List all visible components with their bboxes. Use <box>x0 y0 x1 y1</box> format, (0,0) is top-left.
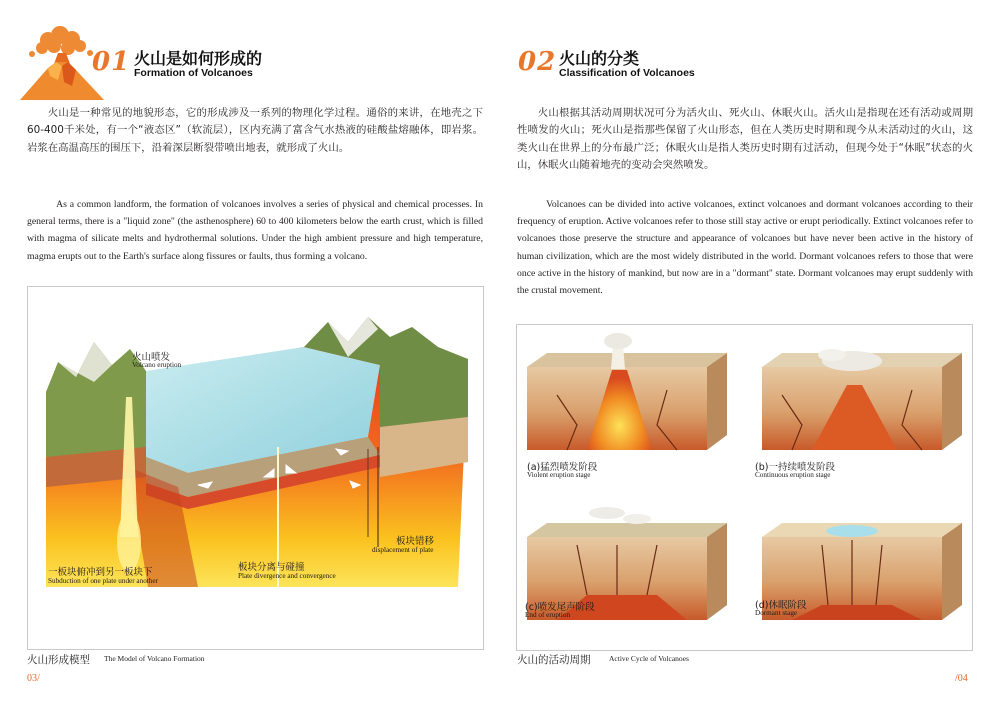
stage-d-label-en: Dormant stage <box>755 609 798 617</box>
label-subduction-en: Subduction of one plate under another <box>48 577 158 585</box>
section-title-cn-2: 火山的分类 <box>559 49 640 68</box>
stage-c-label-en: End of eruption <box>525 611 571 619</box>
figure-caption-cn: 火山形成模型 <box>27 654 90 666</box>
intro-paragraph-cn: 火山是一种常见的地貌形态，它的形成涉及一系列的物理化学过程。通俗的来讲，在地壳之下60-400千米处，有一个“液态区”（软流层），区内充满了富含气水热液的硅酸盐熔融体，即岩浆。岩浆在高温高压的围压下，沿着深层断裂带喷出地表，就形成了火山。 <box>27 107 483 154</box>
stage-c-label-cn: (c)喷发尾声阶段 <box>525 602 595 613</box>
figure-caption-cn-2: 火山的活动周期 <box>517 654 591 666</box>
page-number-right: /04 <box>955 673 968 684</box>
stage-a-label-en: Violent eruption stage <box>527 471 591 479</box>
section-title-cn: 火山是如何形成的 <box>134 49 263 68</box>
label-divergence-cn: 板块分离与碰撞 <box>238 562 305 573</box>
label-displacement-cn: 板块错移 <box>396 536 435 547</box>
figure-caption-en-2: Active Cycle of Volcanoes <box>609 654 689 663</box>
section-number: 01 <box>92 47 131 77</box>
section-title-en-2: Classification of Volcanoes <box>559 67 695 79</box>
label-divergence-en: Plate divergence and convergence <box>238 572 336 580</box>
figure-caption-en: The Model of Volcano Formation <box>104 654 205 663</box>
volcano-formation-figure <box>27 286 484 650</box>
section-number-2: 02 <box>518 47 557 77</box>
section-title-en: Formation of Volcanoes <box>134 67 253 79</box>
classification-paragraph-en: Volcanoes can be divided into active volcanoes, extinct volcanoes and dormant volcanoes according to their frequency of eruption. Active volcanoes refer to those still stay active or erupt periodically. Extinct volcanoes refer to volcanoes those preserve the structure and appearance of volcanoes but have never been active in the history of human civilization, which are the most widely distributed in the world. Dormant volcanoes refers to those that were once active in the history of mankind, but now are in a "dormant" state. Dormant volcanoes may erupt suddenly with the crustal movement. <box>517 199 973 297</box>
intro-paragraph-en: As a common landform, the formation of volcanoes involves a series of physical and chemical processes. In general terms, there is a "liquid zone" (the asthenosphere) 60 to 400 kilometers below the earth crust, which is filled with magma of silicate melts and hydrothermal solutions. Under the high ambient pressure and high temperature, magma erupts out to the Earth's surface along fissures or faults, thus forming a volcano. <box>27 199 483 262</box>
volcano-cycle-figure <box>516 324 973 651</box>
classification-paragraph-cn: 火山根据其活动周期状况可分为活火山、死火山、休眠火山。活火山是指现在还有活动或周期性喷发的火山；死火山是指那些保留了火山形态，但在人类历史时期和现今从未活动过的火山，这类火山在世界上的分布最广泛；休眠火山是指人类历史时期有过活动，但现今处于“休眠”状态的火山，休眠火山随着地壳的变动会突然喷发。 <box>517 107 973 172</box>
label-volcano-eruption-en: Volcano eruption <box>132 361 182 369</box>
label-displacement-en: displacement of plate <box>372 546 434 554</box>
stage-d-label-cn: (d)休眠阶段 <box>755 600 807 611</box>
label-subduction-cn: 一板块俯冲到另一板块下 <box>48 567 153 578</box>
stage-b-label-en: Continuous eruption stage <box>755 471 831 479</box>
label-volcano-eruption-cn: 火山喷发 <box>132 352 171 363</box>
page-number-left: 03/ <box>27 673 40 684</box>
stage-a-label-cn: (a)猛烈喷发阶段 <box>527 462 598 473</box>
stage-b-label-cn: (b)一持续喷发阶段 <box>755 462 835 473</box>
volcano-formation-illustration <box>28 287 483 649</box>
